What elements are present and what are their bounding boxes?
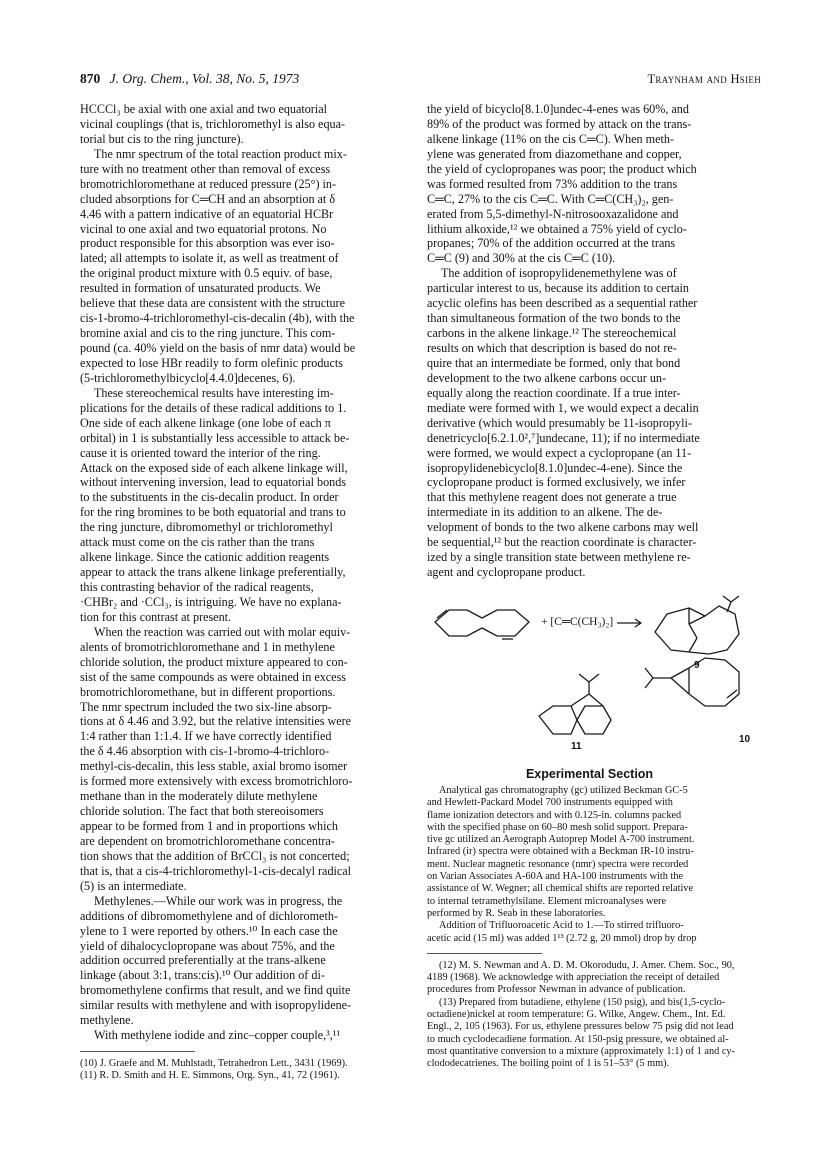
text-line: expected to lose HBr readily to form olefinic products [80,355,343,370]
text-line: the yield of bicyclo[8.1.0]undec-4-enes was 60%, and [427,102,689,116]
experimental-line: Infrared (ir) spectra were obtained with a Beckman IR-10 instru- [427,846,694,858]
text-line: bromotrichloromethane at reduced pressure (25°) in- [80,176,337,191]
experimental-line: performed by R. Seab in these laboratories. [427,907,606,919]
text-line: acyclic olefins has been described as a sequential rather [427,296,698,311]
footnote-line: (10) J. Graefe and M. Muhlstadt, Tetrahedron Lett., 3431 (1969). [80,1058,348,1070]
text-line: These stereochemical results have interesting im- [94,385,334,400]
text-line: cyclopropane product is formed exclusively, we infer [427,475,686,490]
right-column-body [427,102,752,580]
experimental-line: flame ionization detectors and with 0.125-in. columns packed [427,809,682,821]
text-line: tions at δ 4.46 and 3.92, but the relative intensities were [80,714,352,729]
text-line: HCCCl₃ be axial with one axial and two equatorial [80,102,327,116]
text-line: With methylene iodide and zinc–copper couple,³,¹¹ [94,1028,341,1043]
text-line: quire that an intermediate be formed, only that bond [427,355,681,370]
text-line: denetricyclo[6.2.1.0²,⁷]undecane, 11); if no intermediate [427,430,700,445]
experimental-line: Addition of Trifluoroacetic Acid to 1.—To stirred trifluoro- [439,920,684,932]
text-line: methane than in the moderately dilute methylene [80,789,318,804]
text-line: yield of dihalocyclopropane was about 75%, and the [80,938,335,953]
header-left [80,71,299,87]
footnote-line: clododecatrienes. The boiling point of 1 is 51–53° (5 mm). [427,1058,670,1070]
text-line: isopropylidenebicyclo[8.1.0]undec-4-ene). Since the [427,460,683,475]
text-line: lated; all attempts to isolate it, as well as treatment of [80,251,339,266]
text-line: addition occurred preferentially at the trans-alkene [80,953,326,968]
text-line: derivative (which would presumably be 11-isopropyli- [427,415,692,430]
text-line: chloride solution, the product mixture appeared to con- [80,654,348,669]
compound-label-10: 10 [739,734,751,745]
text-line: are dependent on bromotrichloromethane concentra- [80,833,335,848]
text-line: linkage (about 3:1, trans:cis).¹⁰ Our addition of di- [80,968,325,983]
text-line: similar results with methylene and with isopropylidene- [80,998,352,1013]
footnote-rule [80,1051,195,1052]
text-line: agent and cyclopropane product. [427,565,586,580]
text-line: this contrasting behavior of the radical reagents, [80,580,314,594]
text-line: The nmr spectrum included the two six-line absorp- [80,699,332,714]
text-line: particular interest to us, because its addition to certain [427,281,689,296]
text-line: the original product mixture with 0.5 equiv. of base, [80,266,333,281]
header-authors: Traynham and Hsieh [647,72,761,86]
text-line: be sequential,¹² but the reaction coordinate is character- [427,535,697,550]
text-line: ylene was generated from diazomethane and copper, [427,146,682,161]
left-column [80,102,405,1083]
journal-citation: J. Org. Chem., Vol. 38, No. 5, 1973 [109,71,300,86]
cyclodecadiene-structure [435,610,529,639]
reaction-scheme [427,594,752,759]
experimental-section [427,785,752,945]
experimental-line: assistance of W. Wegner; all chemical shifts are reported relative [427,883,694,895]
text-line: ized by a single transition state between methylene re- [427,550,691,565]
footnote-line: procedures from Professor Newman in advance of publication. [427,984,686,996]
text-line: the δ 4.46 absorption with cis-1-bromo-4-trichloro- [80,744,330,759]
experimental-line: ment. Nuclear magnetic resonance (nmr) spectra were recorded [427,858,689,870]
text-line: orbital) in 1 is substantially less accessible to attack be- [80,430,350,445]
text-line: One side of each alkene linkage (one lobe of each π [80,415,331,430]
text-line: product responsible for this absorption was ever iso- [80,236,335,251]
footnote-line: octadiene)nickel at room temperature: G. Wilke, Angew. Chem., Int. Ed. [427,1009,726,1021]
text-line: lithium alkoxide,¹² we obtained a 75% yield of cyclo- [427,221,687,236]
text-line: methylene. [80,1013,134,1028]
reagent-label: + [C═C(CH₃)₂] [541,616,614,628]
text-line: mediate were formed with 1, we would expect a decalin [427,400,699,415]
text-line: vicinal couplings (that is, trichloromethyl is also equa- [80,116,346,131]
compound-label-11: 11 [571,741,582,752]
text-line: for the ring bromines to be both equatorial and trans to [80,505,346,520]
text-line: attack must come on the cis rather than the trans [80,535,315,550]
text-line: the ring juncture, dibromomethyl or trichloromethyl [80,520,333,535]
text-line: were formed, we would expect a cyclopropane (an 11- [427,445,692,460]
text-line: propanes; 70% of the addition occurred at the trans [427,236,676,251]
text-line: additions of dibromomethylene and of dichlorometh- [80,908,338,923]
experimental-line: tive gc utilized an Aerograph Autoprep Model A-700 instrument. [427,834,695,846]
experimental-line: to internal tetramethylsilane. Element microanalyses were [427,895,667,907]
footnote-line: to much cyclodecadiene formation. At 150-psig pressure, we obtained al- [427,1033,729,1045]
text-line: tion for this contrast at present. [80,609,232,624]
text-line: bromotrichloromethane, but in different proportions. [80,684,336,699]
text-line: alkene linkage (11% on the cis C═C). When meth- [427,131,674,146]
experimental-line: Analytical gas chromatography (gc) utilized Beckman GC-5 [439,785,688,796]
text-line: equally along the reaction coordinate. If a true inter- [427,385,681,400]
text-line: (5-trichloromethylbicyclo[4.4.0]decenes, 6). [80,370,296,385]
text-line: the yield of cyclopropanes was poor; the product which [427,161,697,176]
page-number: 870 [80,71,101,86]
text-line: chloride solution. The fact that both stereoisomers [80,804,324,819]
text-line: bromine axial and cis to the ring juncture. This com- [80,326,336,341]
text-line: velopment of bonds to the two alkene carbons may well [427,520,699,535]
left-column-body [80,102,405,1043]
text-line: The addition of isopropylidenemethylene was of [441,266,677,281]
footnote-line: (12) M. S. Newman and A. D. M. Okorodudu, J. Amer. Chem. Soc., 90, [439,959,735,971]
text-line: When the reaction was carried out with molar equiv- [94,624,351,639]
text-line: development to the two alkene carbons occur un- [427,370,667,385]
text-line: methyl-cis-decalin, this less stable, axial bromo isomer [80,759,348,774]
experimental-line: acetic acid (15 ml) was added 1¹³ (2.72 g, 20 mmol) drop by drop [427,932,697,944]
text-line: is formed more extensively with excess bromotrichloro- [80,774,353,789]
text-line: without intervening inversion, lead to equatorial bonds [80,475,347,490]
text-line: 89% of the product was formed by attack on the trans- [427,116,692,131]
experimental-line: on Varian Associates A-60A and HA-100 instruments with the [427,871,684,883]
experimental-heading: Experimental Section [525,767,654,781]
text-line: ·CHBr₂ and ·CCl₃, is intriguing. We have no explana- [80,594,342,609]
text-line: cluded absorptions for C═CH and an absorption at δ [80,191,336,206]
text-line: Methylenes.—While our work was in progress, the [94,893,343,908]
text-line: Attack on the exposed side of each alkene linkage will, [80,460,348,475]
text-line: alents of bromotrichloromethane and 1 in methylene [80,639,335,654]
footnote-line: most quantitative conversion to a mixture (approximately 1:1) of 1 and cy- [427,1045,735,1057]
footnote-line: 4189 (1968). We acknowledge with appreciation the receipt of detailed [427,972,720,984]
text-line: 1:4 rather than 1:1.4. If we have correctly identified [80,729,332,744]
text-line: carbons in the alkene linkage.¹² The stereochemical [427,326,677,341]
text-line: torial but cis to the ring juncture). [80,131,244,146]
right-footnotes [427,960,752,1071]
text-line: ture with no treatment other than removal of excess [80,161,331,176]
text-line: resulted in formation of unsaturated products. We [80,281,321,296]
text-line: ylene to 1 were reported by others.¹⁰ In each case the [80,923,338,938]
product-11-structure [539,674,611,734]
text-line: bromomethylene confirms that result, and we find quite [80,983,351,998]
text-line: results on which that description is based do not re- [427,341,677,355]
text-line: than simultaneous formation of the two bonds to the [427,311,681,326]
text-line: (5) is an intermediate. [80,878,187,893]
text-line: that is, that a cis-4-trichloromethyl-1-cis-decalyl radical [80,863,352,878]
left-footnotes [80,1058,405,1083]
text-line: appear to be formed from 1 and in proportions which [80,819,338,833]
text-line: that this methylene reagent does not generate a true [427,490,677,505]
text-line: cis-1-bromo-4-trichloromethyl-cis-decalin (4b), with the [80,311,355,326]
product-9-structure [655,596,739,654]
product-10-structure [645,658,739,706]
text-line: C═C, 27% to the cis C═C. With C═C(CH₃)₂, gen- [427,191,674,206]
text-line: cause it is oriented toward the interior of the ring. [80,445,321,460]
right-column [427,102,752,1071]
text-line: vicinal to one axial and two equatorial protons. No [80,221,327,236]
text-line: was formed resulted from 73% addition to the trans [427,176,678,191]
text-line: pound (ca. 40% yield on the basis of nmr data) would be [80,341,356,355]
text-line: erated from 5,5-dimethyl-N-nitrosooxazalidone and [427,206,679,221]
footnote-line: (11) R. D. Smith and H. E. Simmons, Org. Syn., 41, 72 (1961). [80,1070,340,1082]
text-line: to the substituents in the cis-decalin product. In order [80,490,339,505]
text-line: 4.46 with a pattern indicative of an equatorial HCBr [80,206,334,221]
reaction-arrow [617,619,641,627]
footnote-line: (13) Prepared from butadiene, ethylene (150 psig), and bis(1,5-cyclo- [439,996,726,1008]
footnote-rule [427,953,542,954]
experimental-line: and Hewlett-Packard Model 700 instruments equipped with [427,797,673,809]
text-line: plications for the details of these radical additions to 1. [80,400,347,415]
text-line: The nmr spectrum of the total reaction product mix- [94,146,347,161]
text-line: sist of the same compounds as were obtained in excess [80,669,347,684]
running-header [80,71,761,91]
text-line: C═C (9) and 30% at the cis C═C (10). [427,251,616,266]
text-line: alkene linkage. Since the cationic addition reagents [80,550,330,565]
text-line: believe that these data are consistent with the structure [80,296,345,311]
text-line: tion shows that the addition of BrCCl₃ is not concerted; [80,848,350,863]
compound-label-9: 9 [694,660,700,671]
footnote-line: Engl., 2, 105 (1963). For us, ethylene pressures below 75 psig did not lead [427,1021,734,1033]
text-line: appear to attack the trans alkene linkage preferentially, [80,565,346,580]
experimental-line: with the specified phase on 60–80 mesh solid support. Prepara- [427,821,688,833]
text-line: intermediate in its addition to an alkene. The de- [427,505,663,520]
